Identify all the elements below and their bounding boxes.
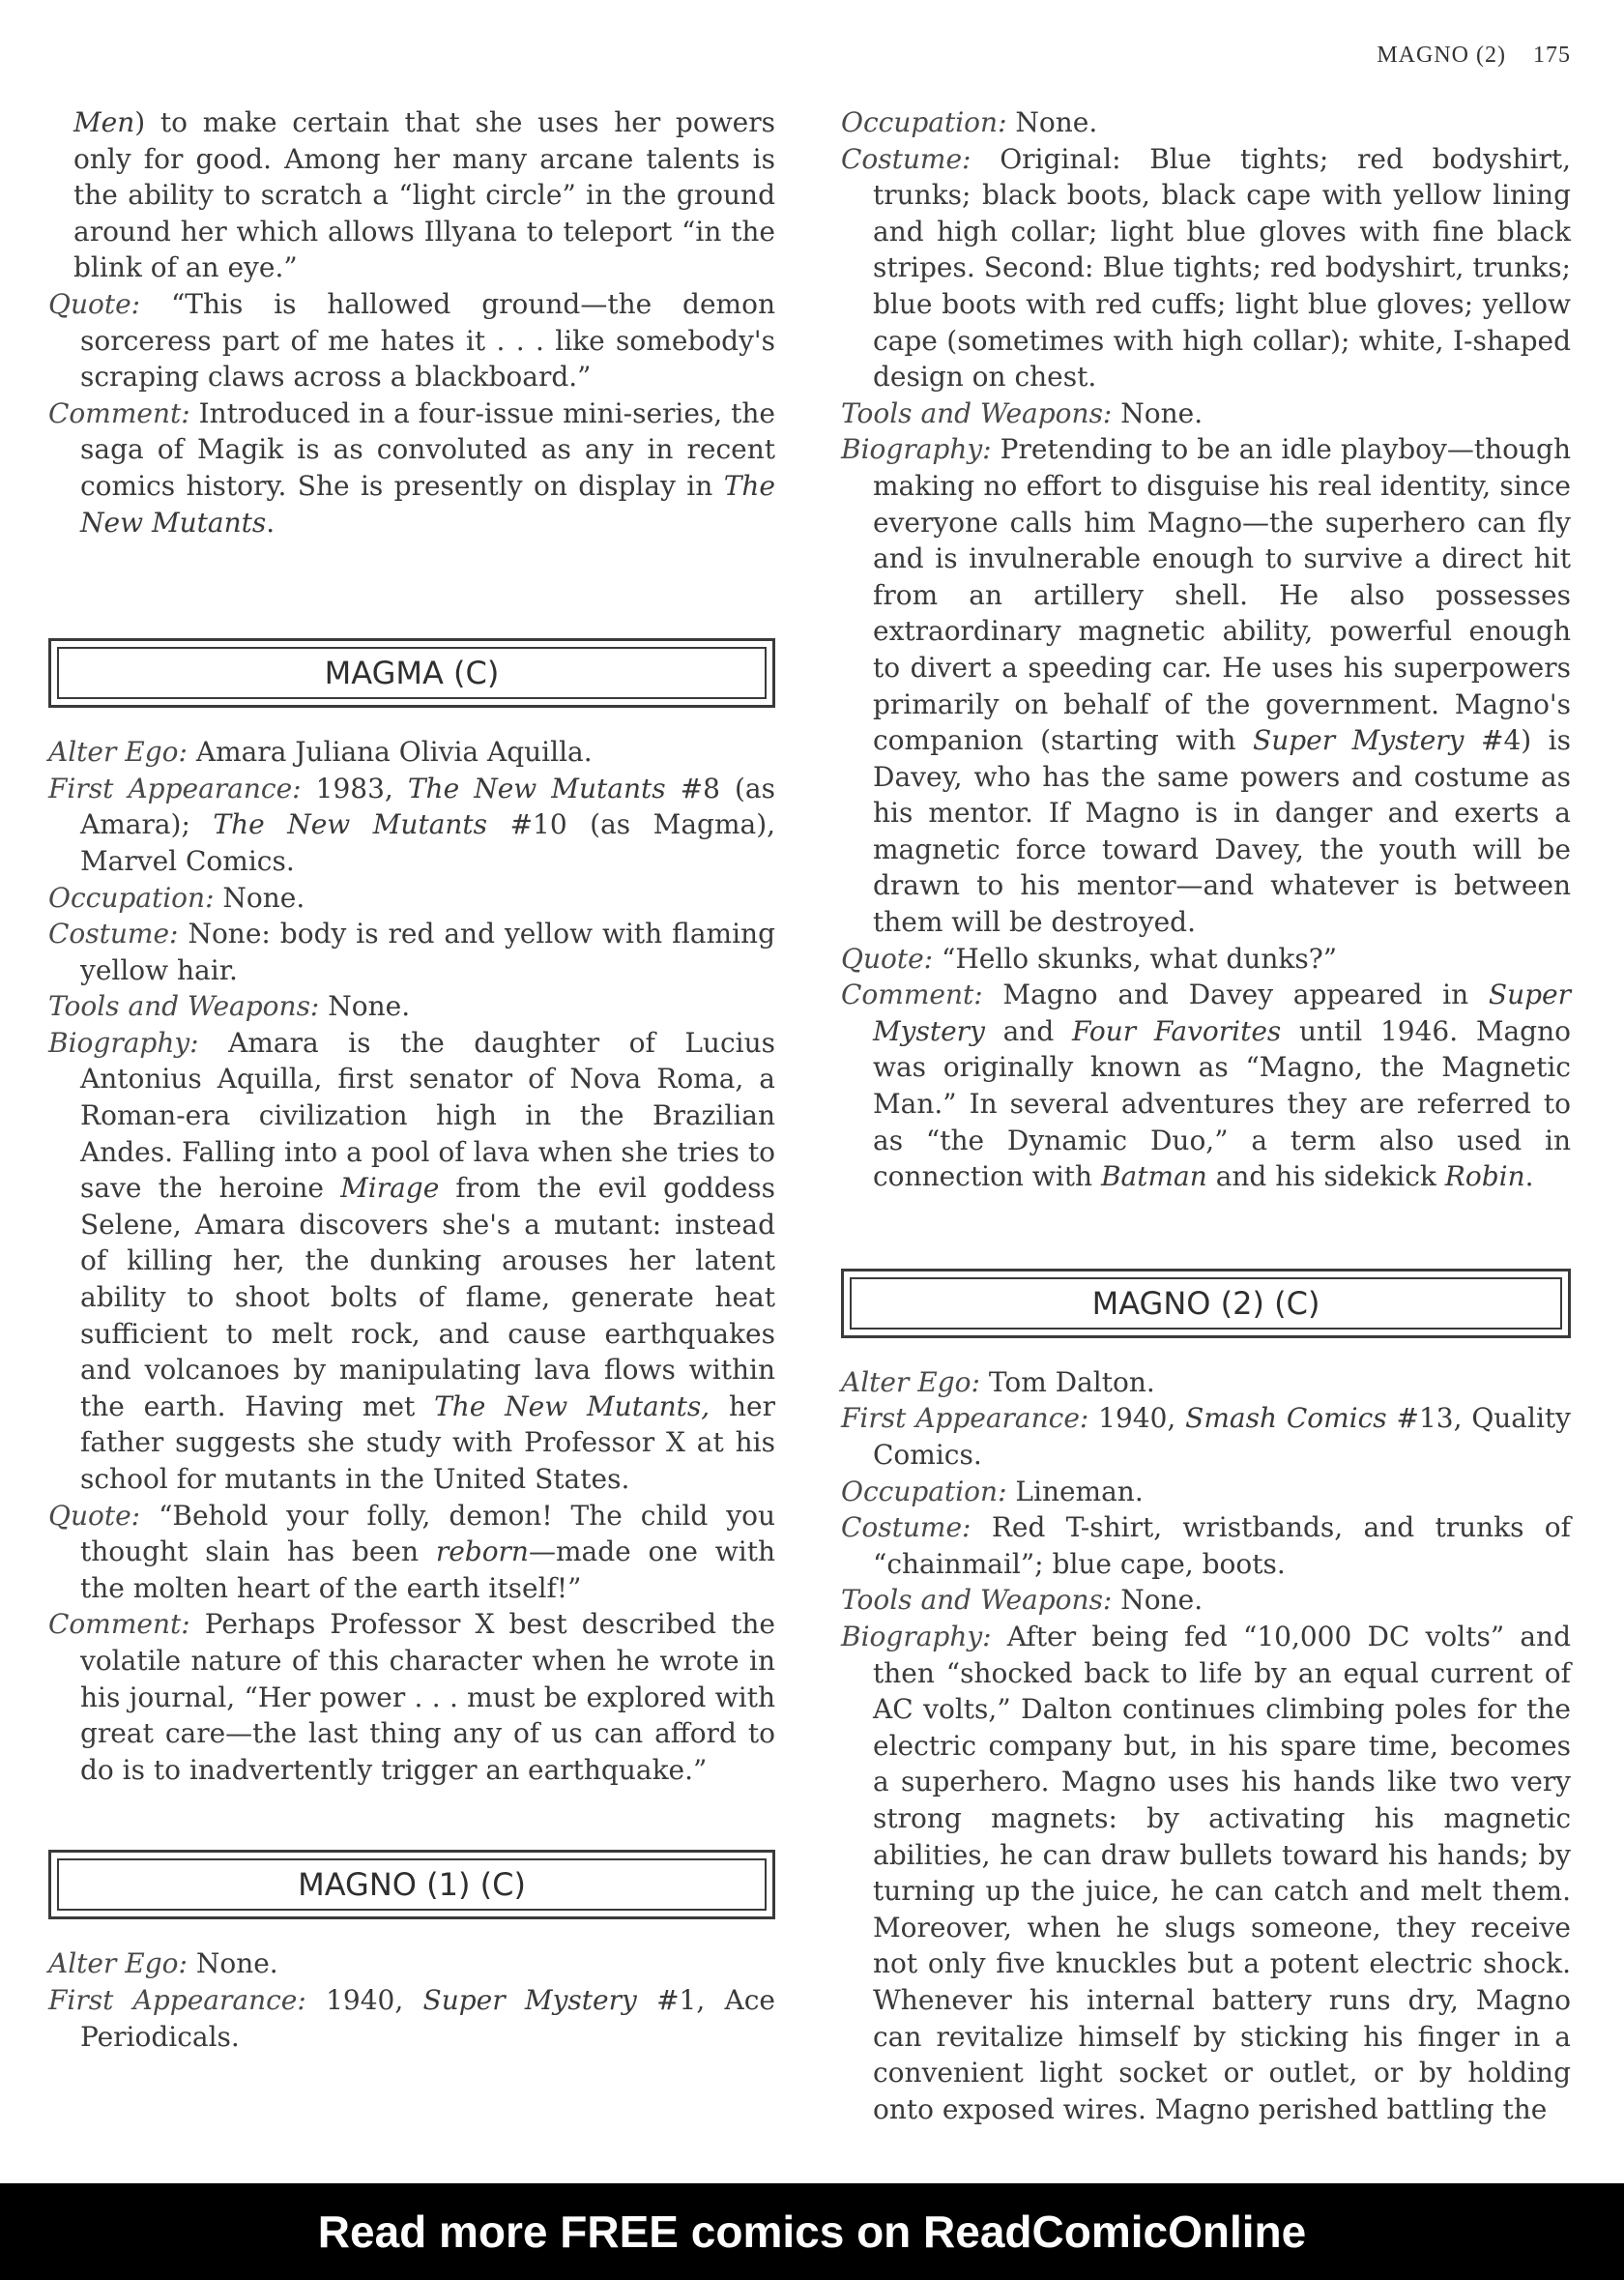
field-value: Amara Juliana Olivia Aquilla.: [195, 736, 593, 769]
field-value: 1940,: [1098, 1402, 1176, 1435]
italic-title: Super Mystery: [873, 979, 1571, 1047]
title-box-outer: [48, 638, 775, 708]
field-label: Comment:: [48, 396, 190, 429]
tools-field: [841, 395, 1571, 432]
running-head: [1349, 43, 1571, 69]
field-value: Amara is the daughter of Lucius Antonius Aquilla, first senator of Nova Roma, a Roman-era civilization high in the Brazilian Andes. Falling into a pool of lava when she tries to save the heroine: [80, 1026, 775, 1205]
field-value: #1, Ace Periodicals.: [80, 1983, 775, 2053]
field-label: First Appearance:: [48, 1983, 306, 2016]
running-title: MAGNO (2): [1377, 43, 1506, 68]
field-value: from the evil goddess Selene, Amara discovers she's a mutant: instead of killing her, the dunking arouses her latent ability to shoot bolts of flame, generate heat sufficient to melt rock, and cause earthquakes and volcanoes by manipulating lava flows within the earth. Having met: [80, 1172, 776, 1422]
field-value: #8 (as Amara);: [80, 772, 775, 841]
field-value: None: body is red and yellow with flaming yellow hair.: [80, 918, 775, 986]
italic-title: Super Mystery: [422, 1983, 637, 2016]
field-value: 1983,: [315, 772, 393, 804]
field-value: until 1946. Magno was originally known as “Magno, the Magnetic Man.” In several adventures they are referred to as “the Dynamic Duo,” a term also used in connection with: [873, 1014, 1572, 1193]
entry-magno-1-continued: [841, 104, 1571, 1195]
title-box-outer: [841, 1269, 1571, 1338]
field-value: .: [266, 506, 276, 539]
entry-magik-continued: [48, 104, 775, 541]
alter-ego-field: [48, 734, 775, 771]
italic-title: Batman: [1100, 1160, 1207, 1193]
biography-field: [841, 431, 1571, 940]
first-appearance-field: [48, 1982, 775, 2055]
field-value: Tom Dalton.: [988, 1365, 1155, 1398]
entry-title-box-magno-2: [841, 1269, 1571, 1338]
field-label: First Appearance:: [48, 772, 302, 804]
entry-magno-2: [841, 1364, 1571, 2127]
field-value: “Behold your folly, demon! The child you thought slain has been: [80, 1499, 775, 1568]
entry-text: ) to make certain that she uses her powers only for good. Among her many arcane talents is the ability to scratch a “light circle” in the ground around her which allows Illyana to teleport “in the blink of an eye.”: [73, 106, 775, 284]
promo-banner[interactable]: [0, 2183, 1624, 2280]
biography-field: [48, 1025, 775, 1498]
entry-title-box-magma: [48, 638, 775, 708]
quote-field: [48, 1498, 775, 1607]
costume-field: [841, 1509, 1571, 1582]
italic-title: The New Mutants,: [434, 1389, 710, 1422]
field-label: Costume:: [841, 1511, 972, 1544]
field-label: Alter Ego:: [48, 736, 188, 769]
alter-ego-field: [48, 1945, 775, 1982]
entry-title: MAGNO (1) (C): [57, 1858, 767, 1911]
field-value: her father suggests she study with Professor X at his school for mutants in the United States.: [80, 1389, 775, 1495]
italic-title: Super Mystery: [1253, 724, 1464, 757]
field-value: None.: [195, 1947, 278, 1980]
promo-banner-text[interactable]: Read more FREE comics on ReadComicOnline: [317, 2207, 1307, 2257]
field-label: Tools and Weapons:: [841, 396, 1113, 429]
field-value: .: [1524, 1160, 1534, 1193]
italic-title: Smash Comics: [1185, 1402, 1387, 1435]
field-value: #13, Quality Comics.: [873, 1402, 1571, 1471]
field-label: Quote:: [841, 942, 934, 975]
field-label: Tools and Weapons:: [841, 1584, 1113, 1617]
field-label: Occupation:: [841, 1475, 1007, 1507]
italic-title: The New Mutants: [407, 772, 666, 804]
comment-field: [841, 977, 1571, 1195]
field-value: —made one with the molten heart of the earth itself!”: [80, 1535, 775, 1604]
first-appearance-field: [841, 1400, 1571, 1473]
comment-field: [48, 395, 775, 541]
field-value: and: [1002, 1014, 1055, 1047]
quote-field: [48, 286, 775, 395]
left-column: [48, 104, 775, 2055]
field-label: Quote:: [48, 287, 141, 320]
italic-title: Mirage: [340, 1172, 440, 1205]
field-value: None.: [222, 881, 305, 914]
right-column: [841, 104, 1571, 2127]
tools-field: [841, 1582, 1571, 1619]
field-label: Occupation:: [841, 106, 1007, 138]
field-label: Costume:: [841, 142, 972, 175]
comment-field: [48, 1606, 775, 1788]
field-label: Occupation:: [48, 881, 215, 914]
field-label: Alter Ego:: [48, 1947, 188, 1980]
field-label: Biography:: [48, 1026, 199, 1059]
field-value: Introduced in a four-issue mini-series, the saga of Magik is as convoluted as any in recent comics history. She is presently on display in: [80, 396, 775, 502]
field-value: Perhaps Professor X best described the volatile nature of this character when he wrote in his journal, “Her power . . . must be explored with great care—the last thing any of us can afford to do is to inadvertently trigger an earthquake.”: [80, 1608, 775, 1786]
italic-title: The New Mutants: [213, 808, 488, 841]
field-value: None.: [1120, 396, 1204, 429]
costume-field: [48, 916, 775, 988]
italic-title: The New Mutants: [80, 469, 775, 539]
entry-title: MAGMA (C): [57, 647, 767, 699]
field-value: “Hello skunks, what dunks?”: [942, 942, 1338, 975]
field-value: 1940,: [326, 1983, 404, 2016]
field-value: Magno and Davey appeared in: [1002, 979, 1469, 1011]
field-value: None.: [328, 990, 411, 1023]
field-value: #4) is Davey, who has the same powers and costume as his mentor. If Magno is in danger and exerts a magnetic force toward Davey, the youth will be drawn to his mentor—and whatever is between them will be destroyed.: [873, 724, 1571, 939]
costume-field: [841, 141, 1571, 395]
quote-field: [841, 941, 1571, 978]
field-label: Tools and Weapons:: [48, 990, 320, 1023]
italic-title: Four Favorites: [1071, 1014, 1282, 1047]
first-appearance-field: [48, 771, 775, 880]
field-value: After being fed “10,000 DC volts” and then “shocked back to life by an equal current of AC volts,” Dalton continues climbing poles for the electric company but, in his spare time, becomes a superhero. Magno uses his hands like two very strong magnets: by activating his magnetic abilities, he can draw bullets toward his hands; by turning up the juice, he can catch and melt them. Moreover, when he slugs someone, they receive not only five knuckles but a potent electric shock. Whenever his internal battery runs dry, Magno can revitalize himself by sticking his finger in a convenient light socket or outlet, or by holding onto exposed wires. Magno perished battling the: [873, 1620, 1572, 2125]
biography-field: [841, 1619, 1571, 2127]
alter-ego-field: [841, 1364, 1571, 1401]
field-value: Original: Blue tights; red bodyshirt, trunks; black boots, black cape with yellow lining and high collar; light blue gloves with fine black stripes. Second: Blue tights; red bodyshirt, trunks; blue boots with red cuffs; light blue gloves; yellow cape (sometimes with high collar); white, I-shaped design on chest.: [873, 142, 1571, 394]
field-value: Red T-shirt, wristbands, and trunks of “chainmail”; blue cape, boots.: [873, 1511, 1571, 1580]
field-value: Lineman.: [1015, 1475, 1144, 1507]
field-value: “This is hallowed ground—the demon sorceress part of me hates it . . . like somebody's scraping claws across a blackboard.”: [80, 287, 775, 394]
entry-title-box-magno-1: [48, 1850, 775, 1919]
title-box-outer: [48, 1850, 775, 1919]
field-label: Comment:: [841, 979, 983, 1011]
field-label: Alter Ego:: [841, 1365, 980, 1398]
field-label: Comment:: [48, 1608, 190, 1641]
occupation-field: [841, 1474, 1571, 1510]
entry-title: MAGNO (2) (C): [850, 1277, 1562, 1330]
italic-title: Robin: [1444, 1160, 1525, 1193]
italic-title: Men: [73, 106, 135, 138]
field-label: Costume:: [48, 918, 179, 950]
entry-magno-1: [48, 1945, 775, 2055]
field-label: Biography:: [841, 433, 992, 466]
field-label: First Appearance:: [841, 1402, 1089, 1435]
field-value: Pretending to be an idle playboy—though making no effort to disguise his real identity, since everyone calls him Magno—the superhero can fly and is invulnerable enough to survive a direct hit from an artillery shell. He also possesses extraordinary magnetic ability, powerful enough to divert a speeding car. He uses his superpowers primarily on behalf of the government. Magno's companion (starting with: [873, 433, 1571, 757]
entry-magma: [48, 734, 775, 1788]
occupation-field: [841, 104, 1571, 141]
field-value: and his sidekick: [1215, 1160, 1436, 1193]
occupation-field: [48, 880, 775, 917]
comment-continued: [48, 104, 775, 286]
page-number: 175: [1533, 43, 1571, 68]
field-value: None.: [1015, 106, 1098, 138]
italic-title: reborn: [435, 1535, 529, 1568]
tools-field: [48, 988, 775, 1025]
field-label: Quote:: [48, 1499, 141, 1532]
field-label: Biography:: [841, 1620, 992, 1652]
field-value: None.: [1120, 1584, 1204, 1617]
field-value: #10 (as Magma), Marvel Comics.: [80, 808, 776, 877]
